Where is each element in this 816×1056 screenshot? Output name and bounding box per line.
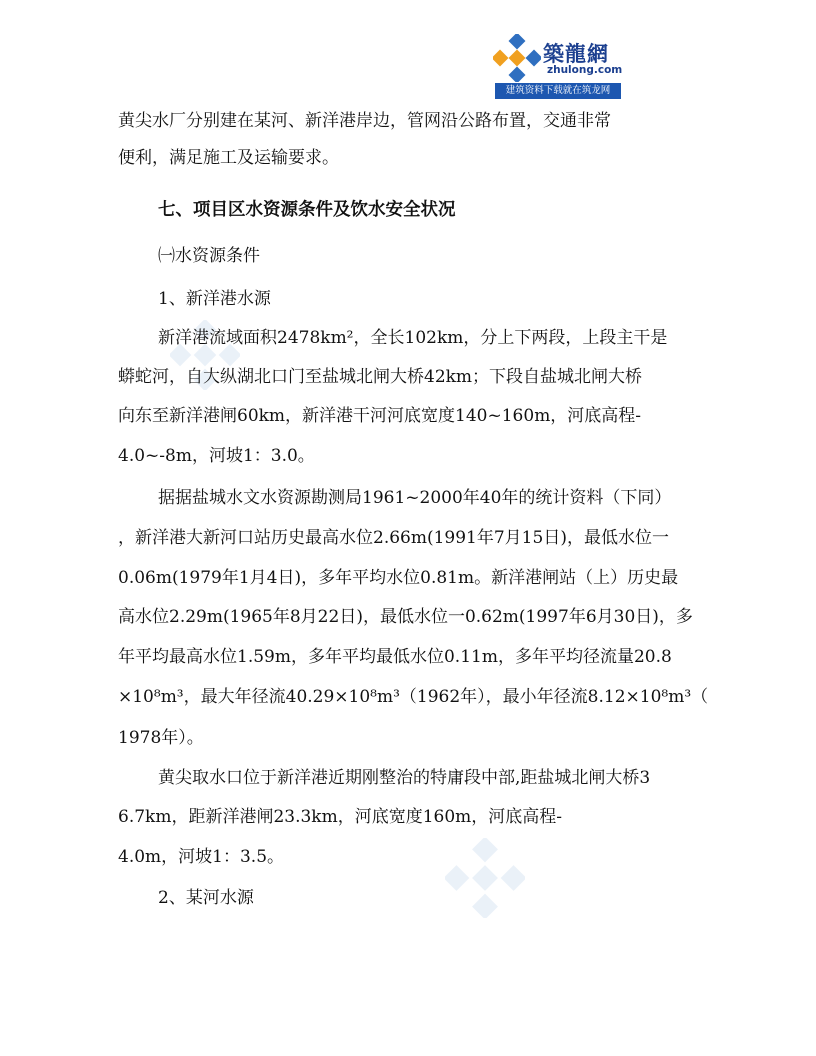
paragraph-line: 黄尖取水口位于新洋港近期刚整治的特庸段中部,距盐城北闸大桥3 — [158, 768, 651, 788]
zhulong-logo — [493, 34, 626, 100]
paragraph-line: 黄尖水厂分别建在某河、新洋港岸边，管网沿公路布置，交通非常 — [118, 111, 611, 131]
subsection-heading: ㈠水资源条件 — [158, 246, 260, 266]
paragraph-line: 4.0~-8m，河坡1：3.0。 — [118, 446, 315, 466]
paragraph-line: 0.06m(1979年1月4日)，多年平均水位0.81m。新洋港闸站（上）历史最 — [118, 568, 679, 588]
paragraph-line: ×10⁸m³，最大年径流40.29×10⁸m³（1962年），最小年径流8.12×10⁸m³（ — [118, 687, 709, 707]
paragraph-line: 新洋港流域面积2478km²，全长102km，分上下两段，上段主干是 — [158, 328, 668, 348]
logo-url: zhulong.com — [547, 64, 623, 76]
paragraph-line: 便利，满足施工及运输要求。 — [118, 148, 339, 168]
subsection-heading: 2、某河水源 — [158, 888, 254, 908]
paragraph-line: 蟒蛇河，自大纵湖北口门至盐城北闸大桥42km；下段自盐城北闸大桥 — [118, 367, 643, 387]
zhulong-flower-icon — [493, 34, 541, 82]
paragraph-line: 高水位2.29m(1965年8月22日)，最低水位一0.62m(1997年6月30日)，多 — [118, 607, 693, 627]
paragraph-line: 4.0m，河坡1：3.5。 — [118, 847, 285, 867]
logo-slogan: 建筑资料下载就在筑龙网 — [495, 83, 621, 99]
paragraph-line: ，新洋港大新河口站历史最高水位2.66m(1991年7月15日)，最低水位一 — [118, 528, 669, 548]
paragraph-line: 6.7km，距新洋港闸23.3km，河底宽度160m，河底高程- — [118, 807, 563, 827]
watermark-flower-icon — [445, 838, 525, 918]
section-heading: 七、项目区水资源条件及饮水安全状况 — [158, 200, 456, 220]
paragraph-line: 年平均最高水位1.59m，多年平均最低水位0.11m，多年平均径流量20.8 — [118, 647, 672, 667]
paragraph-line: 向东至新洋港闸60km，新洋港干河河底宽度140~160m，河底高程- — [118, 406, 642, 426]
paragraph-line: 据据盐城水文水资源勘测局1961~2000年40年的统计资料（下同） — [158, 488, 672, 508]
subsection-heading: 1、新洋港水源 — [158, 289, 271, 309]
paragraph-line: 1978年）。 — [118, 728, 204, 748]
logo-brand: 築龍網 — [543, 41, 609, 66]
